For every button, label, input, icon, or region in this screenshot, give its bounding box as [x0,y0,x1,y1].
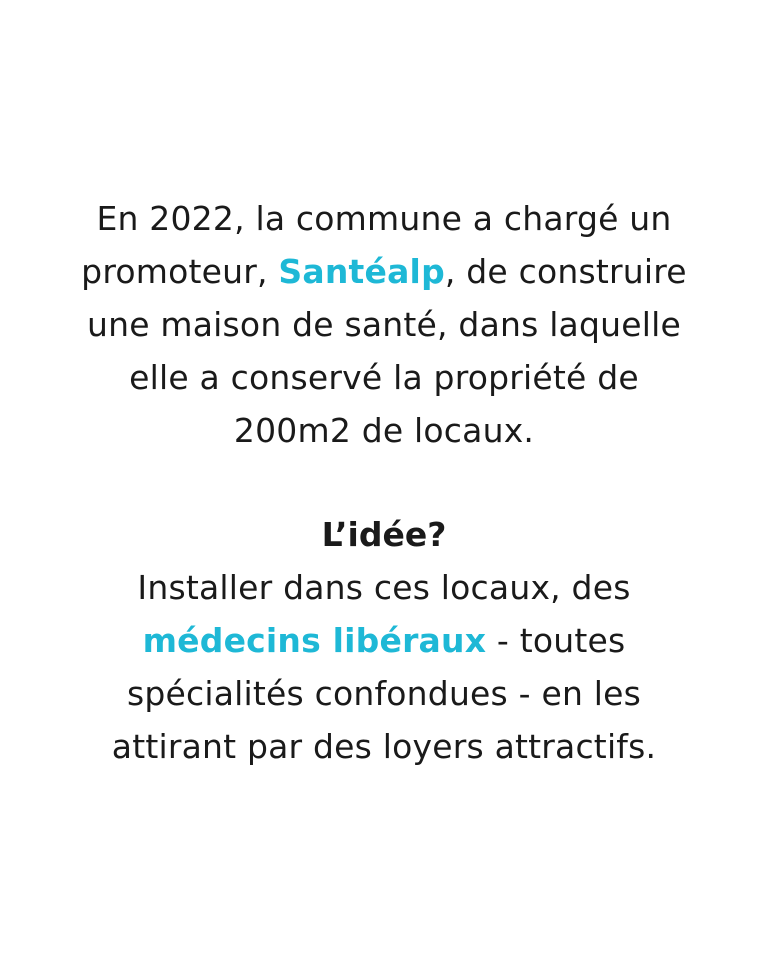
idea-heading: L’idée? [321,515,447,554]
idea-line-2-end: - toutes [486,621,626,660]
idea-paragraph [60,561,708,773]
intro-line-2 [60,245,708,298]
intro-line-2-start: promoteur, [81,252,279,291]
intro-line-1: En 2022, la commune a chargé un [96,199,672,238]
intro-line-3: une maison de santé, dans laquelle [86,305,681,344]
idea-line-1: Installer dans ces locaux, des [137,568,631,607]
idea-line-4: attirant par des loyers attractifs. [111,727,657,766]
doctors-highlight: médecins libéraux [142,621,487,660]
idea-line-2 [60,614,708,667]
intro-line-4: elle a conservé la propriété de [129,358,639,397]
intro-line-5: 200m2 de locaux. [233,411,535,450]
promoter-name-highlight: Santéalp [278,252,445,291]
intro-paragraph [60,192,708,457]
idea-line-3: spécialités confondues - en les [126,674,642,713]
intro-line-2-end: , de construire [444,252,687,291]
